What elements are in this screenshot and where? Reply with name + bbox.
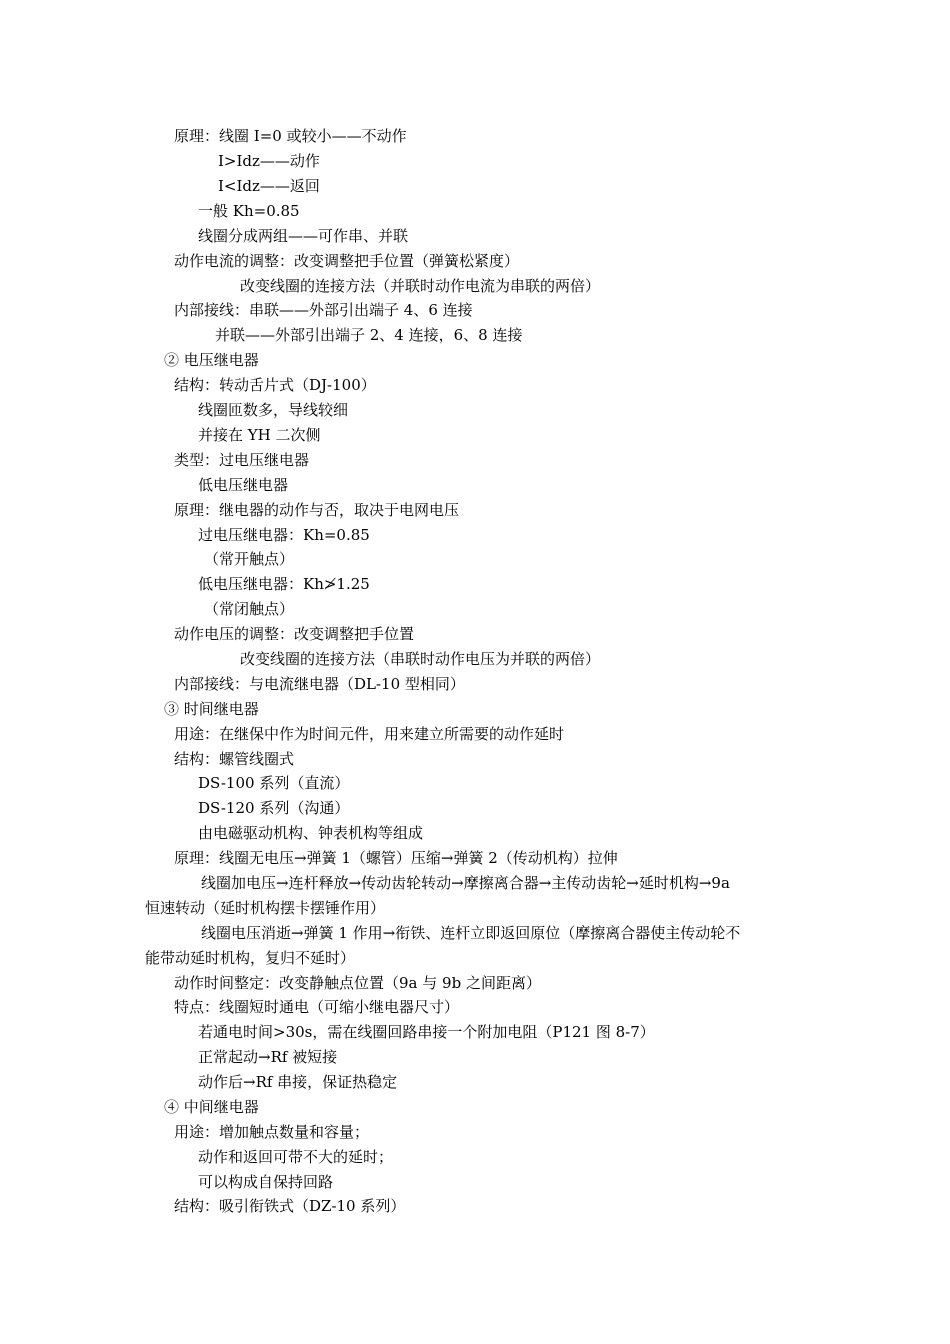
text-line: 特点：线圈短时通电（可缩小继电器尺寸） <box>174 998 460 1016</box>
text-line: 低电压继电器：Kh≯1.25 <box>198 575 370 593</box>
text-line: 内部接线：串联——外部引出端子 4、6 连接 <box>174 301 473 319</box>
text-line: 结构：吸引衔铁式（DZ-10 系列） <box>174 1197 406 1215</box>
text-line: 线圈电压消逝→弹簧 1 作用→衔铁、连杆立即返回原位（摩擦离合器使主传动轮不 <box>201 924 741 942</box>
text-line: 恒速转动（延时机构摆卡摆锤作用） <box>145 899 386 917</box>
text-line: I>Idz——动作 <box>218 152 320 170</box>
text-line: 原理：继电器的动作与否，取决于电网电压 <box>174 501 460 519</box>
text-line: 线圈分成两组——可作串、并联 <box>198 227 409 245</box>
text-line: 并接在 YH 二次侧 <box>198 426 321 444</box>
text-line: 内部接线：与电流继电器（DL-10 型相同） <box>174 675 465 693</box>
text-line: 原理：线圈无电压→弹簧 1（螺管）压缩→弹簧 2（传动机构）拉伸 <box>174 849 618 867</box>
text-line: 结构：螺管线圈式 <box>174 750 295 768</box>
text-line: 改变线圈的连接方法（串联时动作电压为并联的两倍） <box>240 650 601 668</box>
text-line: 动作电压的调整：改变调整把手位置 <box>174 625 415 643</box>
text-line: 若通电时间>30s，需在线圈回路串接一个附加电阻（P121 图 8-7） <box>198 1023 655 1041</box>
text-line: （常闭触点） <box>204 600 295 618</box>
text-line: 一般 Kh=0.85 <box>198 202 300 220</box>
text-line: 结构：转动舌片式（DJ-100） <box>174 376 376 394</box>
text-line: 低电压继电器 <box>198 476 289 494</box>
text-line: 动作电流的调整：改变调整把手位置（弹簧松紧度） <box>174 252 520 270</box>
text-line: 能带动延时机构，复归不延时） <box>145 949 356 967</box>
text-line: 由电磁驱动机构、钟表机构等组成 <box>198 824 424 842</box>
text-line: 动作后→Rf 串接，保证热稳定 <box>198 1073 398 1091</box>
text-line: 正常起动→Rf 被短接 <box>198 1048 338 1066</box>
text-line: I<Idz——返回 <box>218 177 320 195</box>
text-line: 原理：线圈 I=0 或较小——不动作 <box>174 127 407 145</box>
text-line: 线圈加电压→连杆释放→传动齿轮转动→摩擦离合器→主传动齿轮→延时机构→9a <box>201 874 730 892</box>
text-line: 线圈匝数多，导线较细 <box>198 401 349 419</box>
text-line: （常开触点） <box>204 550 295 568</box>
text-line: 改变线圈的连接方法（并联时动作电流为串联的两倍） <box>240 277 601 295</box>
text-line: DS-100 系列（直流） <box>198 774 350 792</box>
text-line: 可以构成自保持回路 <box>198 1173 334 1191</box>
text-line: 类型：过电压继电器 <box>174 451 310 469</box>
section-heading: ② 电压继电器 <box>164 351 259 369</box>
text-line: 用途：增加触点数量和容量； <box>174 1123 370 1141</box>
text-line: 过电压继电器：Kh=0.85 <box>198 526 370 544</box>
text-line: DS-120 系列（沟通） <box>198 799 350 817</box>
section-heading: ③ 时间继电器 <box>164 700 259 718</box>
text-line: 并联——外部引出端子 2、4 连接，6、8 连接 <box>215 326 523 344</box>
section-heading: ④ 中间继电器 <box>164 1098 259 1116</box>
text-line: 用途：在继保中作为时间元件，用来建立所需要的动作延时 <box>174 725 565 743</box>
text-line: 动作和返回可带不大的延时； <box>198 1148 394 1166</box>
text-line: 动作时间整定：改变静触点位置（9a 与 9b 之间距离） <box>174 974 541 992</box>
